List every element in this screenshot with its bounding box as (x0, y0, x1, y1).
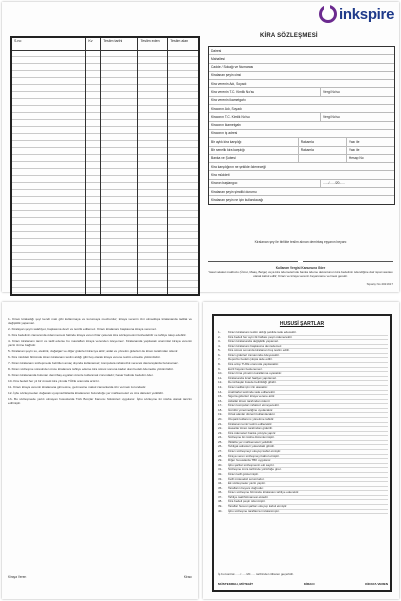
special-condition-text[interactable]: Kiracı bina yönetim kurallarına uyacaktır. (228, 372, 388, 377)
form-row (209, 55, 394, 63)
special-condition-item (218, 510, 388, 515)
form-row (209, 64, 394, 72)
special-condition-number: 3- (218, 339, 221, 344)
special-condition-text[interactable]: Kiraya veren sözleşmeyi kabul etmiştir. (228, 455, 388, 460)
special-condition-text[interactable]: Kira süresi sonunda kiralanan boş teslim edilir. (228, 349, 388, 354)
special-condition-text[interactable]: Kiracı kiralananı başkasına devredemez. (228, 345, 388, 350)
form-field-sublabel[interactable]: Yazı ile (346, 147, 394, 154)
form-row (209, 47, 394, 55)
special-condition-text[interactable]: Kefil müteselsil sorumludur. (228, 478, 388, 483)
fixtures-line-right[interactable] (303, 247, 393, 262)
special-condition-text[interactable]: Kiracı kiralananda değişiklik yapamaz. (228, 340, 388, 345)
form-field-sublabel[interactable]: Yazı ile (346, 138, 394, 145)
form-field-sublabel[interactable]: Hesap No (346, 155, 394, 162)
special-condition-text[interactable]: Sözleşme iki nüsha düzenlenmiştir. (228, 436, 388, 441)
form-row (209, 113, 394, 121)
special-condition-number: 35- (218, 485, 223, 490)
special-condition-number: 1- (218, 330, 221, 334)
special-condition-text[interactable]: Kiracı sözleşmeyi okuyup kabul etmiştir. (228, 450, 388, 455)
special-condition-number: 13- (218, 384, 223, 389)
form-field-label[interactable]: Mahallesi (211, 56, 225, 61)
special-condition-number: 18- (218, 407, 223, 412)
form-field-label[interactable]: Kira verenin ikametgahı (211, 98, 246, 103)
special-condition-number: 40- (218, 508, 223, 513)
special-condition-text[interactable]: Tebligat adresleri yukarıdaki gibidir. (228, 445, 388, 450)
special-condition-number: 19- (218, 412, 223, 417)
special-condition-number: 11- (218, 375, 223, 380)
ledger-col-kv: Kv (86, 38, 101, 50)
special-condition-number: 8- (218, 362, 221, 367)
tenant-signature-label-2: KİRACI (303, 582, 315, 586)
form-field-label[interactable]: Kiranın başlangıcı (211, 181, 238, 186)
landlord-signature-label: Kiraya Veren (8, 575, 27, 579)
special-condition-text[interactable]: Kiracı kiralananı teslim aldığı şekilde iade edecektir. (228, 331, 388, 336)
form-field-label[interactable]: Kira müddeti (211, 172, 230, 177)
tenant-signature-label: Kiracı (183, 575, 192, 579)
form-field-sublabel[interactable] (298, 155, 346, 162)
terms-paragraph: 7- Kiracı kiralananı sözleşmede belirtilen amaç dışında kullanamaz; komşulara rahatsızlık verecek davranışlarda bulunamaz. (8, 360, 179, 365)
document-title: KİRA SÖZLEŞMESİ (260, 33, 318, 39)
special-conditions-footer: İş bu kontrat ....../....../20...... tarihinden itibaren geçerlidir. (218, 572, 294, 576)
special-condition-number: 10- (218, 371, 223, 376)
special-condition-text[interactable]: Ortak alanlar düzenli kullanılacaktır. (228, 413, 388, 418)
special-condition-text[interactable]: Tarafların beyanı doğrudur. (228, 487, 388, 492)
form-row (209, 122, 394, 130)
special-condition-number: 32- (218, 471, 223, 476)
special-condition-text[interactable]: İhtilafta yer mahkemeleri yetkilidir. (228, 441, 388, 446)
ledger-col-no: S.no (12, 38, 86, 50)
brand-mark-icon (319, 5, 337, 23)
form-field-label[interactable]: Bir aylık kira karşılığı (211, 139, 242, 144)
special-condition-number: 24- (218, 435, 223, 440)
special-condition-text[interactable]: İşbu sözleşme taraflarca imzalanmıştır. (228, 510, 388, 515)
form-field-sublabel[interactable]: ....../....../20...... (320, 180, 394, 187)
fixtures-note: Kiralanan şey ile birlikte teslim alınan demirbaş eşyanın beyanı (254, 240, 347, 244)
special-condition-number: 34- (218, 481, 223, 486)
form-row (209, 72, 394, 80)
special-condition-text[interactable]: Depozito bedeli çıkışta iade edilir. (228, 358, 388, 363)
terms-signature-row (8, 575, 192, 579)
special-condition-text[interactable]: Kira artışı TÜFE oranında yapılacaktır. (228, 363, 388, 368)
special-condition-number: 25- (218, 439, 223, 444)
special-condition-text[interactable]: Ek sözleşmeler yazılı yapılır. (228, 482, 388, 487)
special-condition-number: 2- (218, 334, 221, 339)
special-condition-text[interactable]: Sigorta giderleri kiraya verene aittir. (228, 395, 388, 400)
form-field-label[interactable]: Kira karşılığının ne şekilde ödeneceği (211, 164, 266, 169)
form-field-sublabel[interactable]: Vergi No'su (320, 113, 394, 120)
special-condition-number: 21- (218, 421, 223, 426)
form-field-label[interactable]: Dairesi (211, 48, 222, 53)
special-condition-number: 5- (218, 348, 221, 353)
special-condition-number: 26- (218, 444, 223, 449)
terms-paragraph: 6- Kira müddeti bitiminde kiracı kiralananı teslim aldığı gibi boş olarak kiraya verene teslim etmekle yükümlüdür. (8, 354, 161, 359)
ledger-col-giver: Teslim eden (138, 38, 168, 50)
tax-warning-text: Yasal vekalet makbuzu (Ücret, Maaş, Belge) veya kira ödemelerinde banka ödeme dekontunun kira bedelinin ödendiğine dair ispat vasıtası olarak kabul edilir; Kiracı ve kiraya verenin beyanname vermesi gerekir. (208, 270, 393, 279)
terms-paragraph: 13- Bu sözleşmede yazılı olmayan hususlarda Türk Borçlar Kanunu hükümleri uygulanır. İşbu sözleşme iki nüsha olarak tanzim edilmiştir. (8, 397, 192, 405)
tax-warning (208, 266, 393, 279)
fixtures-line-left[interactable] (208, 247, 298, 262)
special-condition-number: 29- (218, 458, 223, 463)
special-condition-text[interactable]: Taraflar hususi şartları okuyup kabul etmiştir. (228, 505, 388, 510)
contract-form-table (208, 46, 395, 205)
form-row (209, 138, 394, 146)
form-row (209, 130, 394, 138)
form-field-label[interactable]: Bir senelik kira karşılığı (211, 148, 245, 153)
special-conditions-signatures (218, 582, 388, 586)
special-condition-number: 9- (218, 366, 221, 371)
special-condition-number: 22- (218, 426, 223, 431)
brand-logo (319, 2, 399, 26)
form-field-label[interactable]: Banka ve Şubesi (211, 156, 236, 161)
form-field-label[interactable]: Cadde / Sokağı ve Numarası (211, 65, 254, 70)
form-field-label[interactable]: Kiracının Adı, Soyadı (211, 106, 242, 111)
terms-paragraph: 11- Kiracı kiraya verenin kiralanana girmesine, gezmesine makul zamanlarda izin vermek zorundadır. (8, 385, 147, 389)
special-condition-text[interactable]: Kiracı giderleri zamanında ödeyecektir. (228, 354, 388, 359)
tax-warning-title: Kullanım Vergisi Kanununa Göre (275, 266, 326, 270)
special-condition-text[interactable]: Anahtarlar teslimde iade edilecektir. (228, 391, 388, 396)
special-condition-number: 37- (218, 494, 223, 499)
special-condition-text[interactable]: Otopark kullanımı yönetime tabidir. (228, 418, 388, 423)
contract-terms-text (8, 318, 192, 408)
terms-paragraph: 9- Kiracı kiralananda bulunan demirbaş eşyaları özenle kullanmak zorundadır; hasar halinde bedelini öder. (8, 372, 154, 377)
special-condition-text[interactable]: Kiracı komşuları rahatsız etmeyecektir. (228, 404, 388, 409)
terms-paragraph: 3- Kira bedelinin zamanında ödenmemesi halinde kiraya veren ihtar çekerek kira sözleşmesini feshedebilir ve tahliye talep edebilir. (8, 332, 187, 337)
special-condition-text[interactable]: Kiracı kefil göstermiştir. (228, 473, 388, 478)
landlord-signature-label-2: KİRAYA VEREN (365, 582, 388, 586)
special-condition-number: 31- (218, 467, 223, 472)
special-condition-number: 36- (218, 490, 223, 495)
form-row (209, 155, 394, 163)
form-row (209, 97, 394, 105)
special-condition-text[interactable]: Kira ödemeleri banka yoluyla yapılır. (228, 432, 388, 437)
terms-paragraph: 1- Kiracı kiraladığı şeyi kendi malı gibi kullanmaya ve korumaya mecburdur; kiraya verenin izni olmadıkça kiralananda tadilat ve değişiklik yapamaz. (8, 317, 192, 325)
form-field-sublabel[interactable]: Rakamla (298, 147, 346, 154)
special-conditions-title: HUSUSİ ŞARTLAR (279, 321, 325, 327)
special-condition-text[interactable]: Aidatlar kiracı tarafından ödenir. (228, 400, 388, 405)
special-condition-number: 16- (218, 398, 223, 403)
form-row (209, 105, 394, 113)
form-row (209, 163, 394, 171)
form-field-label[interactable]: Kiralanan şeyin şimdiki durumu (211, 189, 257, 194)
special-conditions-list (218, 331, 388, 514)
terms-paragraph: 8- Kiracı sözleşme süresinden önce kiralananı tahliye ederse kira süresi sonuna kadar olan bedeli ödemekle yükümlüdür. (8, 366, 174, 371)
special-condition-number: 6- (218, 352, 221, 357)
special-condition-text[interactable]: İşbu şartlar sözleşmenin eki sayılır. (228, 464, 388, 469)
special-condition-number: 4- (218, 343, 221, 348)
special-condition-text[interactable]: Kira bedeli peşin ödenmiştir. (228, 500, 388, 505)
special-condition-number: 17- (218, 403, 223, 408)
guarantor-signature-label: MÜSTEKREH, MÜTEHİT (218, 582, 254, 586)
special-condition-number: 39- (218, 503, 223, 508)
special-condition-number: 28- (218, 453, 223, 458)
ledger-col-date: Teslim tarihi (101, 38, 138, 50)
form-row (209, 188, 394, 196)
special-condition-text[interactable]: Tahliye taahhütnamesi ektedir. (228, 496, 388, 501)
special-condition-number: 33- (218, 476, 223, 481)
special-condition-number: 7- (218, 357, 221, 362)
special-condition-number: 30- (218, 462, 223, 467)
special-condition-text[interactable]: Gürültü yönetmeliğine uyulacaktır. (228, 409, 388, 414)
terms-paragraph: 5- Kiralanan şeyin su, elektrik, doğalgaz ve diğer giderleri kiracıya aittir; aidat ve yönetim giderleri de kiracı tarafından ödenir. (8, 348, 179, 353)
special-condition-number: 23- (218, 430, 223, 435)
form-field-label[interactable]: Kiracının ikametgahı (211, 123, 242, 128)
special-condition-text[interactable]: Kira bedeli her ayın ilk haftası peşin ödenecektir. (228, 336, 388, 341)
terms-paragraph: 2- Kiralayan şeyin salahiyet, başkasına devir ve temlik edilemez. Kiracı kiralananı başkasına kiraya veremez. (8, 326, 157, 331)
special-condition-number: 38- (218, 499, 223, 504)
form-field-label[interactable]: Kiracının iş adresi (211, 131, 238, 136)
form-row (209, 180, 394, 188)
special-condition-number: 14- (218, 389, 223, 394)
form-row (209, 80, 394, 88)
ledger-body (12, 50, 198, 294)
form-field-label[interactable]: Kira verenin Adı, Soyadı (211, 81, 247, 86)
special-condition-text[interactable]: Diğer hususlarda TBK uygulanır. (228, 459, 388, 464)
special-condition-number: 12- (218, 380, 223, 385)
special-condition-text[interactable]: Sözleşme imza tarihinde yürürlüğe girer. (228, 468, 388, 473)
terms-paragraph: 10- Kira bedeli her yıl bir önceki kira yılında TÜFE oranında artırılır. (8, 378, 100, 383)
special-condition-text[interactable]: Kiralananda ticari faaliyet yapılamaz. (228, 377, 388, 382)
terms-paragraph: 12- İşbu sözleşmeden doğacak uyuşmazlıklarda kiralananın bulunduğu yer mahkemeleri ve icra daireleri yetkilidir. (8, 391, 164, 396)
form-row (209, 171, 394, 179)
form-row (209, 147, 394, 155)
special-condition-number: 15- (218, 394, 223, 399)
special-condition-text[interactable]: Kiralanan temiz teslim edilecektir. (228, 423, 388, 428)
delivery-ledger-table (10, 36, 200, 296)
form-field-label[interactable]: Kiralanan şeyin ne için kullanılacağı (211, 197, 264, 202)
special-condition-text[interactable]: Kiracı sözleşme bitiminde kiralananı tahliye edecektir. (228, 491, 388, 496)
special-condition-text[interactable]: Demirbaşlar listede belirtildiği gibidir. (228, 381, 388, 386)
document-number: Sipariş No:4021917 (366, 282, 393, 286)
ledger-col-receiver: Teslim alan (170, 39, 189, 43)
special-condition-text[interactable]: Evcil hayvan beslenemez. (228, 368, 388, 373)
terms-paragraph: 4- Kiracı kiralananı tamir ve tadil ederse bu masrafları kiraya verenden isteyemez. Kiralananda yapılacak onarımlar kiraya verenin yazılı iznine bağlıdır. (8, 338, 192, 347)
fixtures-signature-row (208, 247, 393, 263)
special-condition-text[interactable]: Kiracı tadilat için izin alacaktır. (228, 386, 388, 391)
special-condition-number: 27- (218, 449, 223, 454)
form-field-sublabel[interactable]: Vergi No'su (320, 88, 394, 95)
form-field-label[interactable]: Kira verenin T.C. Kimlik No'su (211, 89, 255, 94)
form-field-label[interactable]: Kiralanan şeyin cinsi (211, 73, 242, 78)
form-field-sublabel[interactable]: Rakamla (298, 138, 346, 145)
form-field-label[interactable]: Kiracının T.C. Kimlik No'su (211, 114, 250, 119)
form-row (209, 196, 394, 203)
brand-name: inkspire (339, 5, 395, 23)
form-row (209, 88, 394, 96)
special-condition-text[interactable]: Hasarlar kiracı tarafından giderilir. (228, 427, 388, 432)
special-condition-number: 20- (218, 416, 223, 421)
